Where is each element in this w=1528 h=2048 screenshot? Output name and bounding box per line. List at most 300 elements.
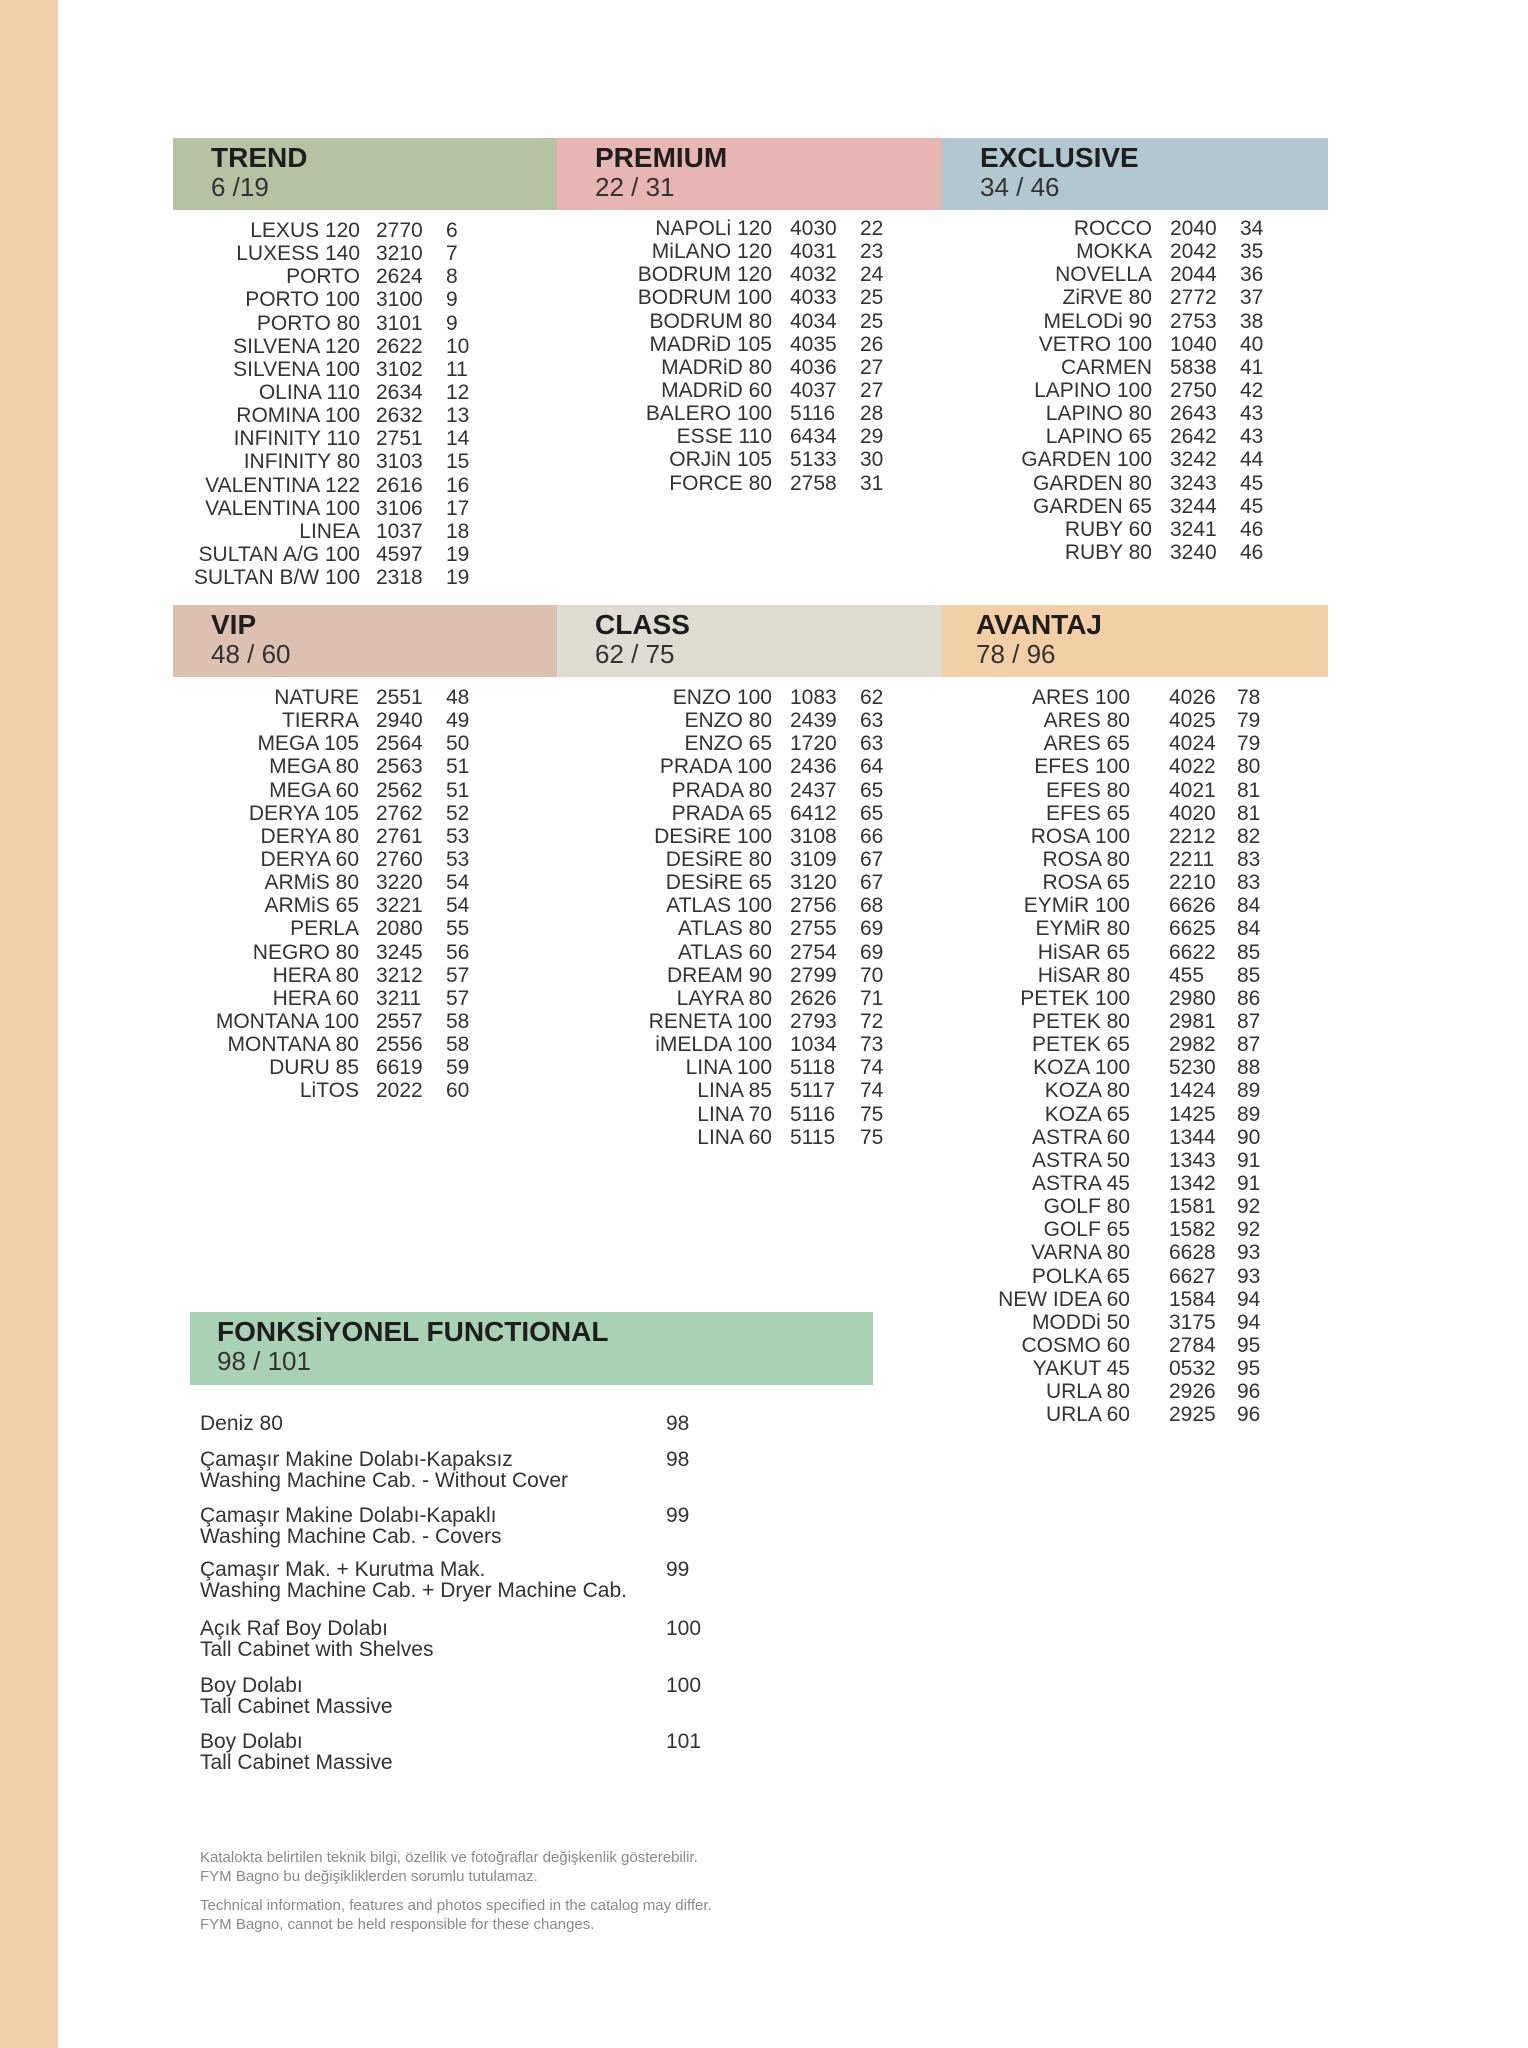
avantaj-row	[0, 1195, 1300, 1218]
model-code: 2551	[376, 686, 423, 709]
avantaj-title: AVANTAJ	[976, 609, 1102, 640]
model-name: MONTANA 100	[215, 1009, 359, 1033]
model-code: 2643	[1170, 402, 1217, 426]
model-code: 3240	[1170, 540, 1217, 564]
page-number: 96	[1237, 1380, 1261, 1404]
functional-item-tr: Boy Dolabı	[200, 1674, 303, 1697]
model-code: 6627	[1169, 1264, 1216, 1288]
exclusive-range: 34 / 46	[980, 172, 1060, 202]
model-name: NAPOLi 120	[655, 217, 772, 240]
model-code: 3101	[376, 311, 423, 335]
avantaj-row	[0, 1149, 1300, 1172]
page-number: 46	[1240, 540, 1264, 564]
model-name: MEGA 105	[257, 732, 359, 756]
model-code: 6626	[1169, 894, 1216, 918]
model-code: 1582	[1169, 1218, 1216, 1242]
model-name: GOLF 80	[1043, 1195, 1130, 1219]
page-number: 19	[446, 542, 470, 566]
model-name: LAPINO 80	[1045, 402, 1152, 426]
model-name: DERYA 60	[260, 847, 359, 871]
model-name: HiSAR 65	[1037, 940, 1130, 964]
page-number: 82	[1237, 824, 1261, 848]
model-code: 2439	[790, 709, 837, 733]
page-number: 83	[1237, 871, 1261, 895]
page-number: 92	[1237, 1195, 1261, 1219]
model-name: ATLAS 60	[677, 940, 772, 964]
page-number: 89	[1237, 1102, 1261, 1126]
avantaj-row	[0, 732, 1300, 755]
model-code: 2318	[376, 566, 423, 590]
model-code: 3220	[376, 871, 423, 895]
page-number: 85	[1237, 963, 1261, 987]
model-code: 1343	[1169, 1148, 1216, 1172]
exclusive-row	[0, 333, 1300, 356]
page-number: 45	[1240, 471, 1264, 495]
exclusive-row	[0, 240, 1300, 266]
page-number: 51	[446, 755, 470, 779]
disclaimer-en-line1: Technical information, features and photos specified in the catalog may differ.	[200, 1897, 712, 1914]
trend-range: 6 /19	[211, 172, 269, 202]
page-number: 79	[1237, 732, 1261, 756]
model-name: GOLF 65	[1043, 1218, 1130, 1242]
avantaj-row	[0, 1241, 1300, 1264]
model-name: INFINITY 110	[233, 427, 360, 451]
model-code: 2044	[1170, 263, 1217, 287]
model-code: 6625	[1169, 917, 1216, 941]
model-code: 2761	[376, 824, 423, 848]
model-name: MEGA 60	[269, 778, 359, 802]
avantaj-row	[0, 825, 1300, 848]
model-code: 2758	[790, 471, 837, 495]
page-number: 62	[860, 686, 884, 709]
trend-title: TREND	[211, 142, 308, 173]
exclusive-row	[0, 356, 1300, 379]
page-number: 69	[860, 917, 884, 941]
model-name: KOZA 65	[1044, 1102, 1130, 1126]
avantaj-row	[0, 848, 1300, 871]
avantaj-row	[0, 1265, 1300, 1288]
page-number: 75	[860, 1102, 884, 1126]
model-name: DERYA 105	[248, 801, 359, 825]
model-code: 3244	[1170, 494, 1217, 518]
functional-item-page: 100	[666, 1617, 702, 1640]
exclusive-row	[0, 263, 1300, 289]
avantaj-row	[0, 964, 1300, 987]
model-name: DURU 85	[269, 1056, 359, 1080]
model-code: 6619	[376, 1056, 423, 1080]
model-code: 2211	[1169, 847, 1215, 871]
model-name: LiTOS	[299, 1079, 359, 1103]
page-number: 63	[860, 732, 884, 756]
page-number: 51	[446, 778, 470, 802]
model-code: 5118	[790, 1056, 836, 1080]
model-name: BODRUM 80	[649, 309, 772, 333]
page-number: 83	[1237, 847, 1261, 871]
functional-item-en: Washing Machine Cab. - Without Cover	[200, 1469, 569, 1492]
model-code: 4024	[1169, 732, 1216, 756]
page-number: 65	[860, 801, 884, 825]
page-number: 63	[860, 709, 884, 733]
model-code: 1581	[1169, 1195, 1216, 1219]
model-name: HERA 60	[272, 986, 359, 1010]
model-name: PRADA 100	[659, 755, 772, 779]
model-name: OLINA 110	[258, 380, 360, 404]
model-code: 2626	[790, 986, 837, 1010]
model-name: RUBY 80	[1064, 540, 1152, 564]
premium-range: 22 / 31	[595, 172, 675, 202]
avantaj-row	[0, 686, 1300, 709]
exclusive-row	[0, 286, 1300, 312]
page-number: 34	[1240, 217, 1264, 240]
model-code: 4035	[790, 332, 837, 356]
functional-item	[200, 1413, 760, 1434]
model-name: FORCE 80	[669, 471, 772, 495]
model-name: MADRiD 105	[649, 332, 772, 356]
model-name: EFES 65	[1045, 801, 1130, 825]
exclusive-row	[0, 541, 1300, 564]
functional-item	[200, 1449, 760, 1491]
model-name: ASTRA 45	[1031, 1171, 1130, 1195]
functional-item-en: Washing Machine Cab. + Dryer Machine Cab.	[200, 1579, 627, 1602]
avantaj-row	[0, 709, 1300, 732]
page-number: 86	[1237, 986, 1261, 1010]
avantaj-row	[0, 1126, 1300, 1149]
model-code: 2562	[376, 778, 423, 802]
page-number: 14	[446, 427, 470, 451]
page-number: 54	[446, 894, 470, 918]
page-number: 95	[1237, 1333, 1261, 1357]
page-number: 87	[1237, 1009, 1261, 1033]
page-number: 95	[1237, 1357, 1261, 1381]
model-code: 2634	[376, 380, 423, 404]
page-number: 93	[1237, 1241, 1261, 1265]
model-name: PERLA	[290, 917, 359, 941]
model-name: VETRO 100	[1038, 332, 1152, 356]
page-number: 67	[860, 847, 884, 871]
model-name: BALERO 100	[645, 402, 772, 426]
exclusive-row	[0, 217, 1300, 240]
page-number: 37	[1240, 286, 1264, 310]
model-name: ATLAS 80	[677, 917, 772, 941]
page-number: 67	[860, 871, 884, 895]
avantaj-row	[0, 755, 1300, 778]
avantaj-row	[0, 1103, 1300, 1126]
premium-header	[557, 138, 942, 210]
model-name: MELODi 90	[1043, 309, 1152, 333]
functional-item-tr: Çamaşır Makine Dolabı-Kapaksız	[200, 1448, 513, 1471]
trend-row	[0, 566, 560, 589]
page-number: 40	[1240, 332, 1264, 356]
page-number: 91	[1237, 1171, 1261, 1195]
model-code: 2632	[376, 404, 423, 428]
model-code: 2799	[790, 963, 837, 987]
avantaj-range: 78 / 96	[976, 639, 1056, 669]
page-number: 57	[446, 963, 470, 987]
page-number: 10	[446, 334, 470, 358]
model-name: COSMO 60	[1021, 1333, 1130, 1357]
model-code: 2793	[790, 1009, 837, 1033]
page-number: 50	[446, 732, 470, 756]
model-name: SULTAN B/W 100	[193, 566, 360, 590]
functional-item-page: 99	[666, 1558, 690, 1581]
model-name: PRADA 80	[671, 778, 772, 802]
model-code: 3100	[376, 288, 423, 312]
model-code: 6434	[790, 425, 837, 449]
model-name: POLKA 65	[1031, 1264, 1130, 1288]
page-number: 13	[446, 404, 470, 428]
model-name: ENZO 80	[684, 709, 772, 733]
model-name: MONTANA 80	[227, 1033, 359, 1057]
functional-item-tr: Çamaşır Mak. + Kurutma Mak.	[200, 1558, 486, 1581]
model-code: 2762	[376, 801, 423, 825]
page-number: 64	[860, 755, 884, 779]
page-number: 43	[1240, 425, 1264, 449]
model-code: 5230	[1169, 1056, 1216, 1080]
page-number: 66	[860, 824, 884, 848]
page-number: 57	[446, 986, 470, 1010]
model-code: 2772	[1170, 286, 1217, 310]
model-code: 3175	[1169, 1310, 1216, 1334]
exclusive-row	[0, 425, 1300, 451]
model-code: 5115	[790, 1125, 836, 1149]
page-number: 71	[860, 986, 884, 1010]
model-code: 1425	[1169, 1102, 1216, 1126]
model-name: ARES 100	[1031, 686, 1130, 709]
class-title: CLASS	[595, 609, 690, 640]
page-number: 42	[1240, 378, 1264, 402]
functional-range: 98 / 101	[217, 1346, 311, 1376]
avantaj-row	[0, 917, 1300, 940]
model-name: MOKKA	[1076, 240, 1152, 264]
avantaj-row	[0, 987, 1300, 1010]
model-code: 2981	[1169, 1009, 1216, 1033]
page-number: 24	[860, 263, 884, 287]
model-name: KOZA 80	[1044, 1079, 1130, 1103]
model-code: 5838	[1170, 355, 1217, 379]
functional-item-page: 100	[666, 1674, 702, 1697]
model-code: 5133	[790, 448, 837, 472]
page-number: 58	[446, 1033, 470, 1057]
page-number: 81	[1237, 801, 1261, 825]
model-name: LINA 70	[697, 1102, 772, 1126]
page-number: 27	[860, 355, 884, 379]
disclaimer-tr	[200, 1848, 698, 1886]
exclusive-row	[0, 310, 1300, 333]
model-name: DREAM 90	[666, 963, 772, 987]
model-code: 1034	[790, 1033, 837, 1057]
model-name: MADRiD 60	[661, 378, 772, 402]
model-name: NEGRO 80	[252, 940, 359, 964]
model-code: 4020	[1169, 801, 1216, 825]
model-code: 3212	[376, 963, 423, 987]
page-number: 31	[860, 471, 884, 495]
model-name: PRADA 65	[671, 801, 772, 825]
model-name: ROMINA 100	[236, 404, 360, 428]
model-code: 4022	[1169, 755, 1216, 779]
page-number: 90	[1237, 1125, 1261, 1149]
page-number: 49	[446, 709, 470, 733]
class-range: 62 / 75	[595, 639, 675, 669]
model-name: LAPINO 100	[1034, 378, 1152, 402]
page-number: 78	[1237, 686, 1261, 709]
page-number: 53	[446, 824, 470, 848]
model-name: ROCCO	[1073, 217, 1152, 240]
model-code: 3211	[376, 986, 422, 1010]
page-number: 48	[446, 686, 470, 709]
model-code: 2784	[1169, 1333, 1216, 1357]
model-name: GARDEN 65	[1032, 494, 1152, 518]
model-name: ORJiN 105	[669, 448, 772, 472]
avantaj-row	[0, 894, 1300, 917]
model-code: 2624	[376, 265, 423, 289]
disclaimer-tr-line2: FYM Bagno bu değişikliklerden sorumlu tutulamaz.	[200, 1868, 538, 1885]
page-number: 85	[1237, 940, 1261, 964]
model-name: DERYA 80	[260, 824, 359, 848]
model-code: 3221	[376, 894, 423, 918]
exclusive-header	[942, 138, 1328, 210]
page-number: 68	[860, 894, 884, 918]
model-code: 1720	[790, 732, 837, 756]
functional-item-tr: Deniz 80	[200, 1412, 283, 1435]
functional-item	[200, 1618, 760, 1660]
page-number: 88	[1237, 1056, 1261, 1080]
model-code: 2022	[376, 1079, 423, 1103]
page-number: 60	[446, 1079, 470, 1103]
page-number: 74	[860, 1056, 884, 1080]
exclusive-row	[0, 448, 1300, 474]
functional-item-page: 98	[666, 1412, 690, 1435]
exclusive-row	[0, 379, 1300, 402]
page-number: 30	[860, 448, 884, 472]
model-code: 2080	[376, 917, 423, 941]
model-code: 2563	[376, 755, 423, 779]
model-name: HERA 80	[272, 963, 359, 987]
model-name: URLA 60	[1045, 1403, 1130, 1427]
page-number: 58	[446, 1009, 470, 1033]
model-code: 2770	[376, 219, 423, 242]
page-number: 43	[1240, 402, 1264, 426]
model-name: VALENTINA 122	[205, 473, 360, 497]
page-number: 44	[1240, 448, 1264, 472]
model-code: 5117	[790, 1079, 836, 1103]
model-name: PETEK 65	[1031, 1033, 1130, 1057]
model-code: 2436	[790, 755, 837, 779]
functional-title: FONKSİYONEL FUNCTIONAL	[217, 1316, 609, 1347]
page-number: 89	[1237, 1079, 1261, 1103]
vip-range: 48 / 60	[211, 639, 291, 669]
page-number: 92	[1237, 1218, 1261, 1242]
avantaj-row	[0, 1172, 1300, 1195]
exclusive-list	[0, 217, 1300, 564]
page-number: 16	[446, 473, 470, 497]
model-code: 2210	[1169, 871, 1216, 895]
model-name: LINA 100	[685, 1056, 772, 1080]
model-name: ENZO 100	[672, 686, 772, 709]
model-code: 3242	[1170, 448, 1217, 472]
model-code: 0532	[1169, 1357, 1216, 1381]
model-name: SULTAN A/G 100	[198, 542, 360, 566]
model-code: 1083	[790, 686, 837, 709]
model-code: 3120	[790, 871, 837, 895]
functional-item-page: 101	[666, 1730, 702, 1753]
page-number: 8	[446, 265, 458, 289]
page-number: 87	[1237, 1033, 1261, 1057]
model-name: ARMiS 65	[264, 894, 359, 918]
page-number: 80	[1237, 755, 1261, 779]
model-name: ROSA 80	[1042, 847, 1130, 871]
functional-item	[200, 1559, 760, 1601]
disclaimer-en	[200, 1896, 712, 1934]
model-name: ARES 80	[1043, 709, 1130, 733]
model-name: BODRUM 100	[637, 286, 772, 310]
model-name: LAYRA 80	[676, 986, 772, 1010]
model-name: LAPINO 65	[1045, 425, 1152, 449]
avantaj-row	[0, 802, 1300, 825]
model-code: 2756	[790, 894, 837, 918]
page-number: 94	[1237, 1287, 1261, 1311]
model-code: 2925	[1169, 1403, 1216, 1427]
model-name: VARNA 80	[1031, 1241, 1130, 1265]
model-name: MADRiD 80	[661, 355, 772, 379]
functional-item-en: Tall Cabinet Massive	[200, 1751, 393, 1774]
model-code: 2564	[376, 732, 423, 756]
avantaj-row	[0, 1218, 1300, 1241]
model-code: 2642	[1170, 425, 1217, 449]
model-code: 3245	[376, 940, 423, 964]
exclusive-row	[0, 472, 1300, 495]
model-code: 4030	[790, 217, 837, 240]
page-number: 25	[860, 309, 884, 333]
page-number: 65	[860, 778, 884, 802]
page-number: 56	[446, 940, 470, 964]
vip-header	[173, 605, 557, 677]
model-code: 6412	[790, 801, 837, 825]
page-number: 11	[446, 357, 468, 381]
model-code: 6622	[1169, 940, 1216, 964]
page-number: 53	[446, 847, 470, 871]
model-name: ZiRVE 80	[1062, 286, 1152, 310]
model-name: VALENTINA 100	[205, 496, 360, 520]
page-number: 22	[860, 217, 884, 240]
model-name: GARDEN 100	[1021, 448, 1152, 472]
page-number: 72	[860, 1009, 884, 1033]
page-number: 27	[860, 378, 884, 402]
page-number: 35	[1240, 240, 1264, 264]
page-number: 70	[860, 963, 884, 987]
page-number: 6	[446, 219, 458, 242]
model-name: EFES 80	[1045, 778, 1130, 802]
model-name: ARMiS 80	[264, 871, 359, 895]
model-code: 4036	[790, 355, 837, 379]
model-name: ROSA 100	[1030, 824, 1130, 848]
page-number: 7	[446, 242, 458, 266]
page-number: 59	[446, 1056, 470, 1080]
page-number: 15	[446, 450, 470, 474]
model-code: 4037	[790, 378, 837, 402]
model-name: INFINITY 80	[243, 450, 360, 474]
page-number: 18	[446, 519, 470, 543]
model-code: 1424	[1169, 1079, 1216, 1103]
page-number: 69	[860, 940, 884, 964]
model-name: GARDEN 80	[1032, 471, 1152, 495]
model-name: TIERRA	[281, 709, 359, 733]
model-name: RENETA 100	[648, 1009, 772, 1033]
model-name: DESiRE 100	[654, 824, 772, 848]
model-code: 1037	[376, 519, 423, 543]
model-name: MEGA 80	[269, 755, 359, 779]
functional-item-en: Tall Cabinet with Shelves	[200, 1638, 434, 1661]
model-code: 3210	[376, 242, 423, 266]
